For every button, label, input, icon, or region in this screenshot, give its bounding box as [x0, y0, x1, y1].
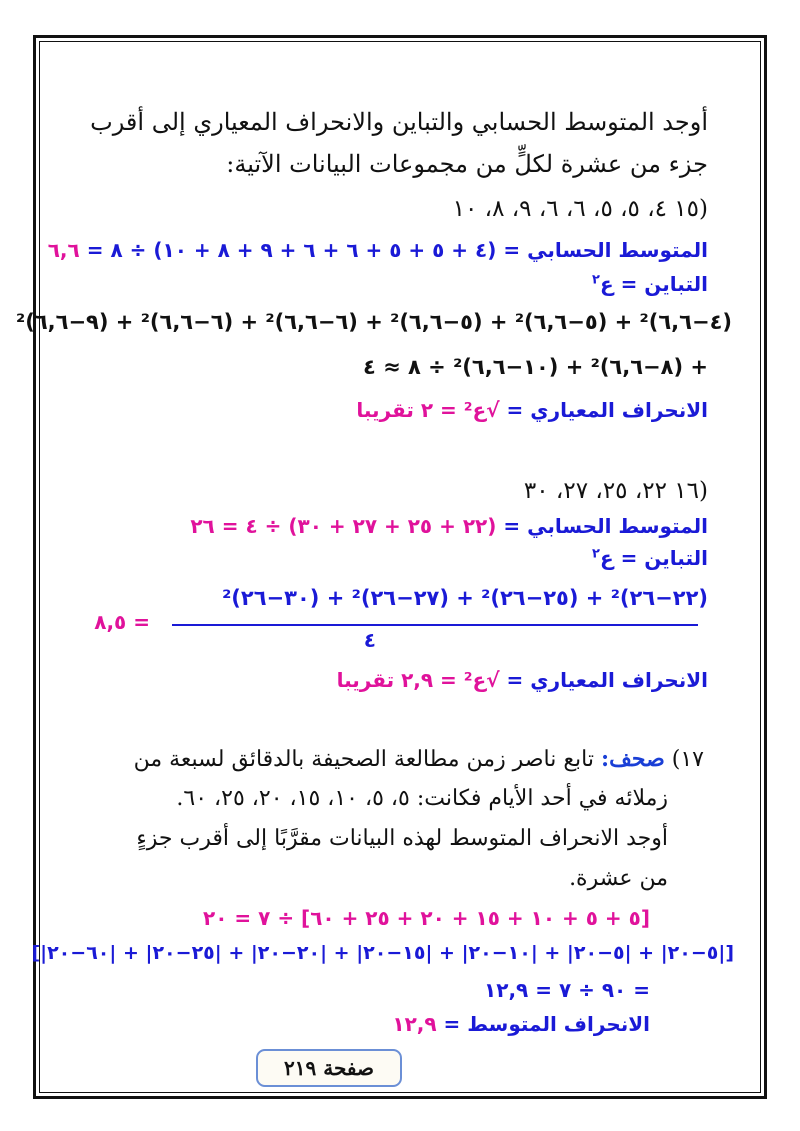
- q16-sd-label: الانحراف المعياري =: [506, 668, 708, 692]
- q15-data: ٤، ٥، ٥، ٦، ٦، ٩، ٨، ١٠: [452, 196, 667, 222]
- q16-variance-label-row: التباين = ع$^٢$: [592, 546, 708, 570]
- q16-sd-expr: √ع² = ٢,٩ تقريبا: [336, 668, 500, 692]
- page-number-box: صفحة ٢١٩: [256, 1049, 402, 1087]
- q15-variance-line-2: + (٨−٦,٦)² + (١٠−٦,٦)² ÷ ٨ ≈ ٤: [363, 355, 708, 379]
- q15-mean-label: المتوسط الحسابي =: [503, 238, 708, 262]
- q15-sd: [356, 398, 708, 422]
- q17-solution-deviations: [|٥−٢٠| + |٥−٢٠| + |١٠−٢٠| + |١٥−٢٠| + |٢٠−٢٠| + |٢٥−٢٠| + |٦٠−٢٠|]: [31, 942, 734, 964]
- q16-sd: [337, 668, 708, 692]
- q16-header: [524, 478, 708, 504]
- q16-fraction-result: = ٨,٥: [94, 610, 150, 634]
- q15-sd-label: الانحراف المعياري =: [506, 398, 708, 422]
- intro-line-2: جزء من عشرة لكلٍّ من مجموعات البيانات الآتية:: [226, 150, 708, 178]
- q16-mean-expr: (٢٢ + ٢٥ + ٢٧ + ٣٠) ÷ ٤ = ٢٦: [190, 514, 497, 538]
- q16-number: (١٦: [674, 478, 708, 504]
- q17-line-4: من عشرة.: [569, 866, 668, 891]
- q16-fraction-bar: [172, 624, 698, 626]
- q17-mad: [392, 1012, 650, 1036]
- q16-mean: [190, 514, 708, 538]
- q16-fraction-denominator: ٤: [363, 628, 376, 652]
- q17-line-1: [134, 746, 704, 772]
- intro-line-1: أوجد المتوسط الحسابي والتباين والانحراف المعياري إلى أقرب: [90, 108, 708, 136]
- q17-number: ١٧): [671, 747, 704, 772]
- q15-sd-expr: √ع² = ٢ تقريبا: [356, 398, 500, 422]
- q15-header: [453, 196, 708, 222]
- q15-variance-label-row: التباين = ع$^٢$: [592, 272, 708, 296]
- q17-text-1: تابع ناصر زمن مطالعة الصحيفة بالدقائق لسبعة من: [133, 747, 594, 772]
- q16-fraction-numerator: (٢٢−٢٦)² + (٢٥−٢٦)² + (٢٧−٢٦)² + (٣٠−٢٦)²: [222, 586, 708, 610]
- q16-variance-label: التباين = ع: [599, 546, 708, 570]
- q17-label: صحف:: [600, 746, 665, 772]
- q15-number: (١٥: [674, 196, 708, 222]
- q16-mean-label: المتوسط الحسابي =: [503, 514, 708, 538]
- q15-variance-label: التباين = ع: [599, 272, 708, 296]
- q17-solution-quotient: = ٩٠ ÷ ٧ = ١٢,٩: [484, 978, 650, 1002]
- q16-data: ٢٢، ٢٥، ٢٧، ٣٠: [523, 478, 667, 504]
- q15-mean-result: ٦,٦: [47, 238, 80, 262]
- q17-line-2: زملائه في أحد الأيام فكانت: ٥، ٥، ١٠، ١٥، ٢٠، ٢٥، ٦٠.: [176, 786, 668, 811]
- q17-line-3: أوجد الانحراف المتوسط لهذه البيانات مقرَّبًا إلى أقرب جزءٍ: [136, 826, 668, 851]
- q17-mad-result: ١٢,٩: [392, 1012, 437, 1036]
- q15-mean-expr: (٤ + ٥ + ٥ + ٦ + ٦ + ٩ + ٨ + ١٠) ÷ ٨ =: [86, 238, 497, 262]
- q17-solution-mean: [٥ + ٥ + ١٠ + ١٥ + ٢٠ + ٢٥ + ٦٠] ÷ ٧ = ٢٠: [203, 906, 650, 930]
- q15-variance-line-1: (٤−٦,٦)² + (٥−٦,٦)² + (٥−٦,٦)² + (٦−٦,٦)² + (٦−٦,٦)² + (٩−٦,٦)²: [16, 310, 732, 334]
- q17-mad-label: الانحراف المتوسط =: [443, 1012, 650, 1036]
- q15-mean: [48, 238, 708, 262]
